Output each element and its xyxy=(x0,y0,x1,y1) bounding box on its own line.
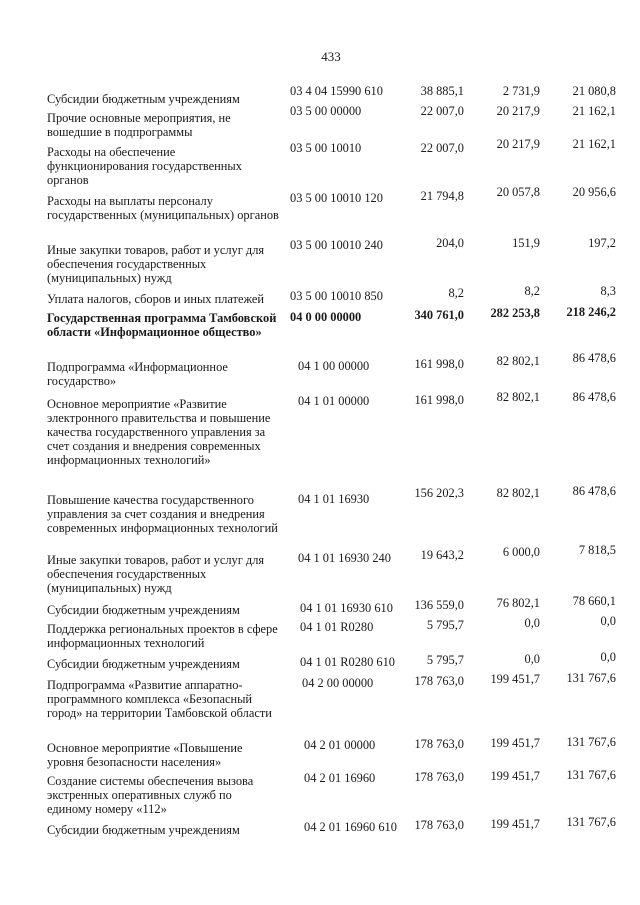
row-name: Повышение качества государственного управления за счет создания и внедрения современных информационных технологий xyxy=(47,493,278,535)
row-value-1: 161 998,0 xyxy=(414,357,464,371)
row-value-3: 131 767,6 xyxy=(566,815,616,829)
row-code: 04 1 01 16930 xyxy=(298,492,370,506)
row-value-2: 199 451,7 xyxy=(490,817,540,831)
row-value-2: 0,0 xyxy=(524,616,540,630)
row-value-2: 199 451,7 xyxy=(490,672,540,686)
row-name: Прочие основные мероприятия, не вошедшие в подпрограммы xyxy=(47,111,231,139)
row-value-2: 20 057,8 xyxy=(496,185,540,199)
row-value-1: 22 007,0 xyxy=(420,141,464,155)
row-value-3: 131 767,6 xyxy=(566,671,616,685)
row-value-1: 178 763,0 xyxy=(414,737,464,751)
row-value-3: 0,0 xyxy=(600,614,616,628)
row-value-3: 8,3 xyxy=(600,284,616,298)
page-number: 433 xyxy=(321,49,341,64)
row-name: Создание системы обеспечения вызова экстренных оперативных служб по единому номеру «112» xyxy=(47,774,254,816)
row-code: 03 5 00 10010 120 xyxy=(290,191,383,205)
row-value-3: 86 478,6 xyxy=(572,484,616,498)
row-code: 03 5 00 10010 240 xyxy=(290,238,383,252)
row-value-2: 20 217,9 xyxy=(496,104,540,118)
row-name: Субсидии бюджетным учреждениям xyxy=(47,92,240,106)
row-code: 04 1 01 00000 xyxy=(298,394,370,408)
row-code: 04 2 01 16960 xyxy=(304,771,376,785)
row-value-1: 161 998,0 xyxy=(414,393,464,407)
row-name: Подпрограмма «Развитие аппаратно-программного комплекса «Безопасный город» на территории Тамбовской области xyxy=(47,678,272,720)
row-name: Уплата налогов, сборов и иных платежей xyxy=(47,292,265,306)
row-value-2: 151,9 xyxy=(512,236,540,250)
row-value-1: 178 763,0 xyxy=(414,818,464,832)
row-value-2: 76 802,1 xyxy=(496,596,540,610)
row-value-2: 282 253,8 xyxy=(490,306,540,320)
row-code: 04 2 01 16960 610 xyxy=(304,820,397,834)
row-code: 04 1 01 R0280 xyxy=(300,620,374,634)
row-value-1: 8,2 xyxy=(448,286,464,300)
row-code: 04 1 01 R0280 610 xyxy=(300,655,395,669)
row-code: 04 1 01 16930 240 xyxy=(298,551,391,565)
row-value-2: 82 802,1 xyxy=(496,390,540,404)
row-name: Расходы на обеспечение функционирования государственных органов xyxy=(47,145,242,187)
row-code: 04 2 00 00000 xyxy=(302,676,374,690)
row-value-3: 21 162,1 xyxy=(572,104,616,118)
row-code: 04 0 00 00000 xyxy=(290,310,362,324)
row-name: Субсидии бюджетным учреждениям xyxy=(47,823,240,837)
row-value-3: 131 767,6 xyxy=(566,768,616,782)
row-value-2: 2 731,9 xyxy=(502,84,540,98)
row-value-1: 178 763,0 xyxy=(414,770,464,784)
row-value-1: 204,0 xyxy=(436,236,464,250)
row-value-1: 178 763,0 xyxy=(414,674,464,688)
row-name: Государственная программа Тамбовской области «Информационное общество» xyxy=(47,311,277,339)
row-value-2: 20 217,9 xyxy=(496,137,540,151)
row-value-2: 82 802,1 xyxy=(496,486,540,500)
row-value-3: 86 478,6 xyxy=(572,351,616,365)
row-value-2: 82 802,1 xyxy=(496,354,540,368)
row-value-1: 21 794,8 xyxy=(420,189,464,203)
row-value-3: 131 767,6 xyxy=(566,735,616,749)
row-value-3: 21 162,1 xyxy=(572,137,616,151)
row-value-3: 86 478,6 xyxy=(572,390,616,404)
row-name: Иные закупки товаров, работ и услуг для обеспечения государственных (муниципальных) нужд xyxy=(47,553,265,595)
row-value-3: 0,0 xyxy=(600,650,616,664)
row-value-3: 218 246,2 xyxy=(566,305,616,319)
row-value-2: 199 451,7 xyxy=(490,769,540,783)
row-name: Поддержка региональных проектов в сфере информационных технологий xyxy=(47,622,278,650)
row-code: 04 1 00 00000 xyxy=(298,359,370,373)
row-value-1: 38 885,1 xyxy=(420,84,464,98)
row-value-3: 21 080,8 xyxy=(572,84,616,98)
row-value-1: 19 643,2 xyxy=(420,548,464,562)
row-name: Подпрограмма «Информационное государство» xyxy=(47,360,228,388)
row-value-2: 6 000,0 xyxy=(502,545,540,559)
row-name: Субсидии бюджетным учреждениям xyxy=(47,657,240,671)
row-code: 03 4 04 15990 610 xyxy=(290,84,383,98)
row-name: Расходы на выплаты персоналу государственных (муниципальных) органов xyxy=(47,194,279,222)
row-code: 04 2 01 00000 xyxy=(304,738,376,752)
row-value-3: 197,2 xyxy=(588,236,616,250)
row-value-1: 156 202,3 xyxy=(414,486,464,500)
row-value-2: 0,0 xyxy=(524,652,540,666)
row-value-1: 5 795,7 xyxy=(426,618,464,632)
row-value-1: 5 795,7 xyxy=(426,653,464,667)
row-value-2: 8,2 xyxy=(524,284,540,298)
row-value-1: 136 559,0 xyxy=(414,598,464,612)
row-name: Основное мероприятие «Повышение уровня безопасности населения» xyxy=(47,741,243,769)
row-name: Субсидии бюджетным учреждениям xyxy=(47,603,240,617)
row-value-1: 340 761,0 xyxy=(414,308,464,322)
row-value-3: 78 660,1 xyxy=(572,594,616,608)
row-value-3: 7 818,5 xyxy=(578,543,616,557)
row-name: Иные закупки товаров, работ и услуг для обеспечения государственных (муниципальных) нужд xyxy=(47,243,265,285)
row-value-1: 22 007,0 xyxy=(420,104,464,118)
row-value-2: 199 451,7 xyxy=(490,736,540,750)
row-value-3: 20 956,6 xyxy=(572,185,616,199)
row-name: Основное мероприятие «Развитие электронного правительства и повышение качества государственного управления за счет создания и внедрения современных информационных технологий» xyxy=(47,397,271,467)
row-code: 03 5 00 00000 xyxy=(290,104,362,118)
row-code: 03 5 00 10010 850 xyxy=(290,289,383,303)
row-code: 03 5 00 10010 xyxy=(290,141,362,155)
row-code: 04 1 01 16930 610 xyxy=(300,601,393,615)
